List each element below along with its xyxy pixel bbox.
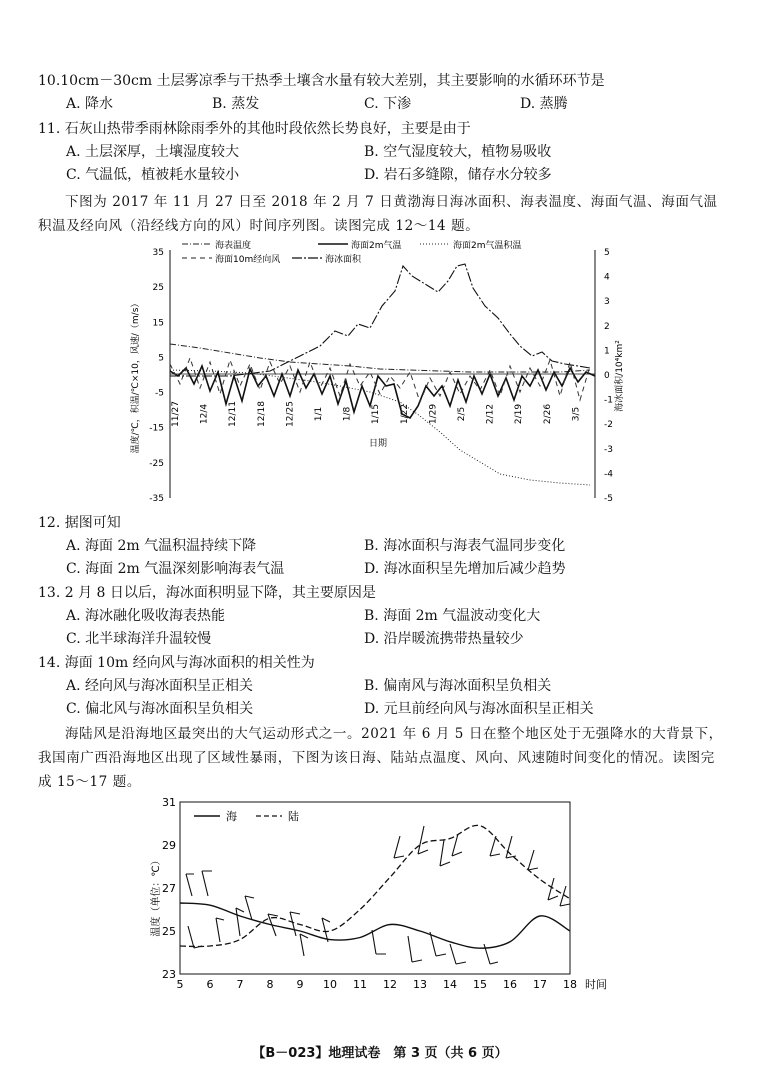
legend-land: 陆 <box>288 810 299 823</box>
left-tick-label: -5 <box>155 388 164 399</box>
x-tick-label: 16 <box>503 978 517 991</box>
right-tick-labels <box>604 248 613 504</box>
x-tick-labels <box>177 978 578 991</box>
y-axis-label: 温度（单位：℃） <box>151 855 162 937</box>
left-tick-label: 15 <box>152 318 164 329</box>
left-tick-label: 25 <box>152 283 164 294</box>
legend-meridional-wind: 海面10m经向风 <box>215 255 281 265</box>
q11-option-c: C. 气温低，植被耗水量较小 <box>66 167 240 183</box>
q10-option-a: A. 降水 <box>66 96 114 112</box>
left-axis-label: 温度/℃，积温/℃×10，风速/（m/s） <box>131 298 141 454</box>
date-label: 1/1 <box>314 406 324 422</box>
q14-option-d: D. 元旦前经向风与海冰面积呈正相关 <box>364 701 594 717</box>
intro-paragraph-1: 下图为 2017 年 11 月 27 日至 2018 年 2 月 7 日黄渤海日海冰面积、海表温度、海面气温、海面气温积温及经向风（沿经线方向的风）时间序列图。读图完成 12～14 题。 <box>38 194 718 234</box>
x-tick-label: 11 <box>353 978 367 991</box>
y-tick-label: 25 <box>162 925 176 938</box>
date-label: 12/11 <box>228 401 239 427</box>
x-tick-label: 13 <box>413 978 427 991</box>
left-tick-label: 5 <box>158 353 164 364</box>
q13-option-a: A. 海冰融化吸收海表热能 <box>66 608 226 624</box>
q10-stem: 10.10cm－30cm 土层雾凉季与干热季土壤含水量有较大差别，其主要影响的水循环环节是 <box>38 73 605 89</box>
q12-option-c: C. 海面 2m 气温深刻影响海表气温 <box>66 561 285 577</box>
q14-stem: 14. 海面 10m 经向风与海冰面积的相关性为 <box>38 655 315 671</box>
left-tick-label: -25 <box>149 458 164 469</box>
date-label: 3/5 <box>571 406 582 422</box>
q12-option-d: D. 海冰面积呈先增加后减少趋势 <box>364 561 566 577</box>
date-label: 12/18 <box>256 401 267 427</box>
q13-option-d: D. 沿岸暖流携带热量较少 <box>364 631 524 647</box>
x-tick-label: 15 <box>473 978 487 991</box>
q14-option-a: A. 经向风与海冰面积呈正相关 <box>66 678 254 694</box>
x-tick-label: 14 <box>443 978 457 991</box>
right-tick-label: 1 <box>604 346 610 357</box>
right-tick-label: -2 <box>604 420 613 431</box>
q13-stem: 13. 2 月 8 日以后，海冰面积明显下降，其主要原因是 <box>38 585 376 601</box>
q11-option-b: B. 空气湿度较大，植物易吸收 <box>364 144 552 160</box>
left-tick-label: 35 <box>152 248 164 258</box>
right-tick-label: -1 <box>604 395 613 406</box>
left-tick-label: -35 <box>149 494 164 504</box>
legend-sea-ice: 海冰面积 <box>325 255 362 265</box>
left-tick-labels <box>149 248 164 504</box>
legend-sst: 海表温度 <box>215 241 252 251</box>
right-axis-label: 海冰面积/10⁴km² <box>615 340 625 412</box>
x-tick-label: 17 <box>533 978 547 991</box>
chart1-legend <box>182 239 522 265</box>
y-tick-label: 23 <box>162 968 176 981</box>
legend-accum-temp: 海面2m气温积温 <box>453 241 522 251</box>
q10-option-c: C. 下渗 <box>364 96 412 112</box>
q11-option-d: D. 岩石多缝隙，储存水分较多 <box>364 167 552 183</box>
x-axis-label: 时间 <box>585 978 607 991</box>
right-tick-label: 5 <box>604 248 610 258</box>
sea-surface-temp-line <box>170 344 590 372</box>
q13-option-b: B. 海面 2m 气温波动变化大 <box>364 608 541 624</box>
legend-air-temp: 海面2m气温 <box>351 241 402 251</box>
sea-land-temperature-chart <box>150 796 620 996</box>
x-tick-label: 18 <box>563 978 577 991</box>
x-tick-label: 7 <box>236 978 244 991</box>
y-tick-labels <box>162 796 176 981</box>
q11-option-a: A. 土层深厚，土壤湿度较大 <box>66 144 240 160</box>
intro-paragraph-2: 海陆风是沿海地区最突出的大气运动形式之一。2021 年 6 月 5 日在整个地区处于无强降水的大背景下，我国南广西沿海地区出现了区域性暴雨，下图为该日海、陆站点温度、风向、风速随时间变化的情况。读图完成 15～17 题。 <box>38 726 723 790</box>
y-tick-label: 31 <box>162 796 176 809</box>
date-label: 2/26 <box>542 403 553 425</box>
sea-ice-area-line <box>170 264 590 376</box>
y-tick-label: 29 <box>162 839 176 852</box>
q12-option-b: B. 海冰面积与海表气温同步变化 <box>364 538 566 554</box>
x-axis-label: 日期 <box>368 439 388 449</box>
x-tick-label: 10 <box>323 978 337 991</box>
q14-option-c: C. 偏北风与海冰面积呈负相关 <box>66 701 254 717</box>
right-tick-label: -4 <box>604 469 613 480</box>
date-label: 1/8 <box>342 406 353 422</box>
q11-stem: 11. 石灰山热带季雨林除雨季外的其他时段依然长势良好，主要是由于 <box>38 121 471 137</box>
date-label: 1/29 <box>428 403 439 425</box>
legend-sea: 海 <box>226 810 237 823</box>
q12-option-a: A. 海面 2m 气温积温持续下降 <box>66 538 257 554</box>
right-tick-label: -3 <box>604 444 613 455</box>
date-label: 1/15 <box>371 403 382 425</box>
x-tick-label: 5 <box>176 978 184 991</box>
q12-stem: 12. 据图可知 <box>38 515 121 531</box>
q13-option-c: C. 北半球海洋升温较慢 <box>66 631 212 647</box>
date-label: 12/4 <box>199 403 210 425</box>
right-tick-label: 4 <box>604 272 610 283</box>
right-tick-label: 3 <box>604 297 610 308</box>
page-footer: 【B－023】地理试卷 第 3 页（共 6 页） <box>252 1046 508 1061</box>
x-tick-label: 9 <box>296 978 304 991</box>
q14-option-b: B. 偏南风与海冰面积呈负相关 <box>364 678 552 694</box>
date-label: 11/27 <box>171 401 181 427</box>
right-tick-label: 0 <box>604 371 610 381</box>
x-tick-label: 8 <box>266 978 274 991</box>
date-label: 2/19 <box>514 403 525 425</box>
date-label: 2/12 <box>485 403 496 425</box>
x-tick-label: 6 <box>206 978 214 991</box>
q10-option-b: B. 蒸发 <box>212 96 260 112</box>
sea-ice-time-series-chart <box>120 236 640 508</box>
date-label: 1/22 <box>399 403 410 425</box>
date-tick-labels <box>171 401 581 427</box>
right-tick-label: 2 <box>604 321 610 332</box>
x-tick-label: 12 <box>383 978 397 991</box>
wind-barbs <box>186 826 570 964</box>
right-tick-label: -5 <box>604 494 613 504</box>
date-label: 12/25 <box>285 401 296 427</box>
y-tick-label: 27 <box>162 882 176 895</box>
q10-option-d: D. 蒸腾 <box>520 96 568 112</box>
left-tick-label: -15 <box>149 423 164 434</box>
date-label: 2/5 <box>457 406 467 422</box>
